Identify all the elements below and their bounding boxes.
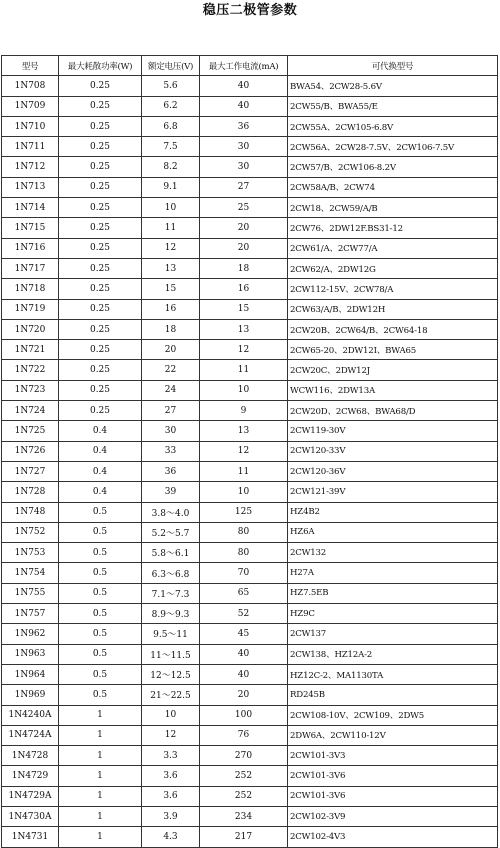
table-row <box>2 644 498 664</box>
cell-substitutes: H27A <box>288 563 498 583</box>
cell-max-power: 0.25 <box>59 299 142 319</box>
table-row <box>2 563 498 583</box>
cell-substitutes: 2CW101-3V6 <box>288 766 498 786</box>
table-row <box>2 482 498 502</box>
cell-model: 1N726 <box>2 441 59 461</box>
cell-substitutes: 2CW119-30V <box>288 421 498 441</box>
cell-rated-voltage: 7.5 <box>142 137 200 157</box>
cell-substitutes: 2CW56A、2CW28-7.5V、2CW106-7.5V <box>288 137 498 157</box>
cell-max-current: 11 <box>200 461 288 481</box>
cell-substitutes: 2CW101-3V6 <box>288 786 498 806</box>
cell-max-power: 0.4 <box>59 482 142 502</box>
cell-substitutes: 2CW55A、2CW105-6.8V <box>288 116 498 136</box>
cell-model: 1N4729 <box>2 766 59 786</box>
cell-model: 1N728 <box>2 482 59 502</box>
cell-model: 1N725 <box>2 421 59 441</box>
cell-model: 1N721 <box>2 340 59 360</box>
cell-max-current: 10 <box>200 380 288 400</box>
cell-substitutes: BWA54、2CW28-5.6V <box>288 76 498 96</box>
table-row <box>2 279 498 299</box>
table-row <box>2 624 498 644</box>
cell-substitutes: 2CW58A/B、2CW74 <box>288 177 498 197</box>
cell-max-current: 45 <box>200 624 288 644</box>
cell-substitutes: WCW116、2DW13A <box>288 380 498 400</box>
cell-model: 1N724 <box>2 401 59 421</box>
cell-max-current: 15 <box>200 299 288 319</box>
cell-max-power: 0.5 <box>59 604 142 624</box>
table-row <box>2 401 498 421</box>
cell-max-current: 252 <box>200 766 288 786</box>
table-row <box>2 786 498 806</box>
table-header <box>2 56 498 76</box>
table-row <box>2 604 498 624</box>
cell-max-power: 1 <box>59 806 142 826</box>
cell-substitutes: 2DW6A、2CW110-12V <box>288 725 498 745</box>
cell-model: 1N969 <box>2 685 59 705</box>
cell-max-power: 0.25 <box>59 96 142 116</box>
cell-rated-voltage: 18 <box>142 319 200 339</box>
table-row <box>2 218 498 238</box>
cell-max-current: 217 <box>200 827 288 847</box>
cell-max-power: 0.25 <box>59 319 142 339</box>
cell-rated-voltage: 16 <box>142 299 200 319</box>
cell-substitutes: 2CW62/A、2DW12G <box>288 258 498 278</box>
table-row <box>2 137 498 157</box>
cell-max-power: 0.25 <box>59 177 142 197</box>
table-body <box>2 76 498 847</box>
cell-max-current: 12 <box>200 340 288 360</box>
table-row <box>2 421 498 441</box>
cell-max-power: 0.25 <box>59 76 142 96</box>
cell-substitutes: 2CW61/A、2CW77/A <box>288 238 498 258</box>
cell-rated-voltage: 4.3 <box>142 827 200 847</box>
cell-rated-voltage: 12～12.5 <box>142 664 200 684</box>
cell-model: 1N715 <box>2 218 59 238</box>
cell-substitutes: 2CW108-10V、2CW109、2DW5 <box>288 705 498 725</box>
cell-rated-voltage: 39 <box>142 482 200 502</box>
cell-max-current: 30 <box>200 137 288 157</box>
cell-max-current: 12 <box>200 441 288 461</box>
cell-max-power: 0.25 <box>59 137 142 157</box>
table-row <box>2 96 498 116</box>
cell-max-power: 0.25 <box>59 238 142 258</box>
cell-substitutes: 2CW20D、2CW68、BWA68/D <box>288 401 498 421</box>
cell-rated-voltage: 24 <box>142 380 200 400</box>
cell-max-current: 252 <box>200 786 288 806</box>
cell-max-current: 80 <box>200 522 288 542</box>
table-row <box>2 461 498 481</box>
cell-rated-voltage: 11 <box>142 218 200 238</box>
cell-max-power: 0.25 <box>59 279 142 299</box>
cell-model: 1N748 <box>2 502 59 522</box>
cell-rated-voltage: 3.9 <box>142 806 200 826</box>
cell-model: 1N717 <box>2 258 59 278</box>
cell-max-power: 0.5 <box>59 685 142 705</box>
cell-model: 1N722 <box>2 360 59 380</box>
cell-max-power: 0.5 <box>59 644 142 664</box>
cell-model: 1N711 <box>2 137 59 157</box>
cell-rated-voltage: 13 <box>142 258 200 278</box>
table-row <box>2 502 498 522</box>
cell-substitutes: 2CW112-15V、2CW78/A <box>288 279 498 299</box>
table-row <box>2 522 498 542</box>
cell-model: 1N752 <box>2 522 59 542</box>
header-max-current: 最大工作电流(mA) <box>200 56 288 76</box>
cell-max-power: 0.4 <box>59 461 142 481</box>
cell-model: 1N4240A <box>2 705 59 725</box>
cell-model: 1N964 <box>2 664 59 684</box>
cell-rated-voltage: 3.6 <box>142 786 200 806</box>
zener-diode-table <box>1 55 498 848</box>
cell-model: 1N754 <box>2 563 59 583</box>
cell-model: 1N710 <box>2 116 59 136</box>
cell-rated-voltage: 6.3～6.8 <box>142 563 200 583</box>
cell-max-power: 0.5 <box>59 543 142 563</box>
cell-rated-voltage: 10 <box>142 705 200 725</box>
cell-max-current: 40 <box>200 664 288 684</box>
table-row <box>2 238 498 258</box>
cell-rated-voltage: 5.8～6.1 <box>142 543 200 563</box>
cell-max-current: 76 <box>200 725 288 745</box>
cell-substitutes: 2CW102-4V3 <box>288 827 498 847</box>
cell-substitutes: 2CW20C、2DW12J <box>288 360 498 380</box>
cell-model: 1N755 <box>2 583 59 603</box>
table-row <box>2 441 498 461</box>
cell-max-power: 1 <box>59 705 142 725</box>
cell-max-current: 40 <box>200 76 288 96</box>
cell-model: 1N716 <box>2 238 59 258</box>
cell-max-current: 16 <box>200 279 288 299</box>
cell-rated-voltage: 30 <box>142 421 200 441</box>
cell-rated-voltage: 8.2 <box>142 157 200 177</box>
cell-rated-voltage: 9.5～11 <box>142 624 200 644</box>
cell-max-current: 25 <box>200 198 288 218</box>
cell-max-power: 0.5 <box>59 502 142 522</box>
header-model: 型号 <box>2 56 59 76</box>
cell-max-current: 100 <box>200 705 288 725</box>
cell-max-current: 270 <box>200 746 288 766</box>
cell-substitutes: 2CW76、2DW12F.BS31-12 <box>288 218 498 238</box>
cell-rated-voltage: 33 <box>142 441 200 461</box>
table-row <box>2 705 498 725</box>
cell-max-power: 0.5 <box>59 624 142 644</box>
cell-max-current: 40 <box>200 644 288 664</box>
cell-max-power: 0.25 <box>59 360 142 380</box>
cell-max-current: 70 <box>200 563 288 583</box>
cell-substitutes: HZ7.5EB <box>288 583 498 603</box>
cell-rated-voltage: 12 <box>142 238 200 258</box>
cell-rated-voltage: 6.2 <box>142 96 200 116</box>
cell-rated-voltage: 20 <box>142 340 200 360</box>
cell-max-current: 20 <box>200 685 288 705</box>
cell-max-current: 65 <box>200 583 288 603</box>
cell-max-power: 0.25 <box>59 401 142 421</box>
cell-rated-voltage: 7.1～7.3 <box>142 583 200 603</box>
table-row <box>2 157 498 177</box>
cell-max-power: 0.5 <box>59 664 142 684</box>
cell-rated-voltage: 12 <box>142 725 200 745</box>
cell-rated-voltage: 21～22.5 <box>142 685 200 705</box>
cell-substitutes: 2CW18、2CW59/A/B <box>288 198 498 218</box>
table-row <box>2 258 498 278</box>
cell-model: 1N4724A <box>2 725 59 745</box>
cell-model: 1N708 <box>2 76 59 96</box>
cell-model: 1N4729A <box>2 786 59 806</box>
cell-model: 1N718 <box>2 279 59 299</box>
cell-model: 1N753 <box>2 543 59 563</box>
cell-max-power: 0.25 <box>59 340 142 360</box>
cell-rated-voltage: 11～11.5 <box>142 644 200 664</box>
header-row <box>2 56 498 76</box>
cell-max-current: 13 <box>200 319 288 339</box>
cell-max-power: 0.4 <box>59 421 142 441</box>
cell-max-power: 0.5 <box>59 563 142 583</box>
table-row <box>2 664 498 684</box>
table-row <box>2 685 498 705</box>
cell-substitutes: HZ6A <box>288 522 498 542</box>
table-row <box>2 380 498 400</box>
cell-rated-voltage: 27 <box>142 401 200 421</box>
table-row <box>2 746 498 766</box>
cell-substitutes: 2CW120-36V <box>288 461 498 481</box>
cell-model: 1N757 <box>2 604 59 624</box>
cell-rated-voltage: 6.8 <box>142 116 200 136</box>
cell-max-current: 10 <box>200 482 288 502</box>
cell-rated-voltage: 15 <box>142 279 200 299</box>
cell-max-power: 0.25 <box>59 258 142 278</box>
cell-substitutes: 2CW137 <box>288 624 498 644</box>
table-row <box>2 583 498 603</box>
cell-substitutes: RD245B <box>288 685 498 705</box>
cell-rated-voltage: 36 <box>142 461 200 481</box>
cell-model: 1N4728 <box>2 746 59 766</box>
cell-rated-voltage: 10 <box>142 198 200 218</box>
cell-max-current: 40 <box>200 96 288 116</box>
cell-substitutes: HZ4B2 <box>288 502 498 522</box>
cell-substitutes: HZ9C <box>288 604 498 624</box>
cell-max-power: 1 <box>59 766 142 786</box>
cell-max-current: 234 <box>200 806 288 826</box>
header-substitutes: 可代换型号 <box>288 56 498 76</box>
cell-substitutes: 2CW65-20、2DW12I、BWA65 <box>288 340 498 360</box>
cell-model: 1N712 <box>2 157 59 177</box>
cell-max-current: 11 <box>200 360 288 380</box>
table-row <box>2 116 498 136</box>
header-rated-voltage: 额定电压(V) <box>142 56 200 76</box>
cell-model: 1N962 <box>2 624 59 644</box>
cell-max-power: 1 <box>59 827 142 847</box>
table-row <box>2 319 498 339</box>
cell-model: 1N709 <box>2 96 59 116</box>
cell-rated-voltage: 9.1 <box>142 177 200 197</box>
cell-model: 1N963 <box>2 644 59 664</box>
cell-model: 1N4730A <box>2 806 59 826</box>
cell-max-power: 0.25 <box>59 198 142 218</box>
cell-max-current: 52 <box>200 604 288 624</box>
cell-model: 1N4731 <box>2 827 59 847</box>
table-row <box>2 76 498 96</box>
cell-model: 1N719 <box>2 299 59 319</box>
cell-substitutes: 2CW101-3V3 <box>288 746 498 766</box>
cell-max-current: 20 <box>200 218 288 238</box>
cell-substitutes: 2CW132 <box>288 543 498 563</box>
cell-max-current: 18 <box>200 258 288 278</box>
cell-substitutes: 2CW120-33V <box>288 441 498 461</box>
cell-max-power: 0.4 <box>59 441 142 461</box>
cell-substitutes: 2CW20B、2CW64/B、2CW64-18 <box>288 319 498 339</box>
cell-rated-voltage: 22 <box>142 360 200 380</box>
cell-max-power: 0.25 <box>59 218 142 238</box>
table-row <box>2 299 498 319</box>
page-title: 稳压二极管参数 <box>202 3 298 18</box>
cell-max-power: 0.5 <box>59 583 142 603</box>
cell-model: 1N727 <box>2 461 59 481</box>
table-row <box>2 827 498 847</box>
cell-max-power: 0.25 <box>59 380 142 400</box>
cell-model: 1N713 <box>2 177 59 197</box>
table-row <box>2 543 498 563</box>
cell-max-power: 0.25 <box>59 157 142 177</box>
cell-substitutes: 2CW138、HZ12A-2 <box>288 644 498 664</box>
cell-rated-voltage: 5.6 <box>142 76 200 96</box>
cell-substitutes: 2CW102-3V9 <box>288 806 498 826</box>
cell-max-power: 0.5 <box>59 522 142 542</box>
table-row <box>2 725 498 745</box>
header-max-power: 最大耗散功率(W) <box>59 56 142 76</box>
cell-substitutes: 2CW55/B、BWA55/E <box>288 96 498 116</box>
cell-substitutes: HZ12C-2、MA1130TA <box>288 664 498 684</box>
cell-max-current: 30 <box>200 157 288 177</box>
cell-substitutes: 2CW121-39V <box>288 482 498 502</box>
cell-max-power: 1 <box>59 725 142 745</box>
table-row <box>2 198 498 218</box>
cell-max-current: 36 <box>200 116 288 136</box>
cell-max-current: 9 <box>200 401 288 421</box>
cell-model: 1N723 <box>2 380 59 400</box>
cell-max-power: 1 <box>59 746 142 766</box>
cell-max-current: 20 <box>200 238 288 258</box>
table-row <box>2 340 498 360</box>
cell-max-current: 80 <box>200 543 288 563</box>
table-row <box>2 766 498 786</box>
cell-substitutes: 2CW57/B、2CW106-8.2V <box>288 157 498 177</box>
table-row <box>2 177 498 197</box>
cell-rated-voltage: 8.9～9.3 <box>142 604 200 624</box>
cell-substitutes: 2CW63/A/B、2DW12H <box>288 299 498 319</box>
cell-rated-voltage: 3.3 <box>142 746 200 766</box>
cell-max-current: 27 <box>200 177 288 197</box>
cell-model: 1N720 <box>2 319 59 339</box>
cell-model: 1N714 <box>2 198 59 218</box>
cell-max-power: 1 <box>59 786 142 806</box>
cell-rated-voltage: 5.2～5.7 <box>142 522 200 542</box>
cell-max-current: 13 <box>200 421 288 441</box>
cell-max-power: 0.25 <box>59 116 142 136</box>
cell-max-current: 125 <box>200 502 288 522</box>
cell-rated-voltage: 3.6 <box>142 766 200 786</box>
cell-rated-voltage: 3.8～4.0 <box>142 502 200 522</box>
table-row <box>2 360 498 380</box>
